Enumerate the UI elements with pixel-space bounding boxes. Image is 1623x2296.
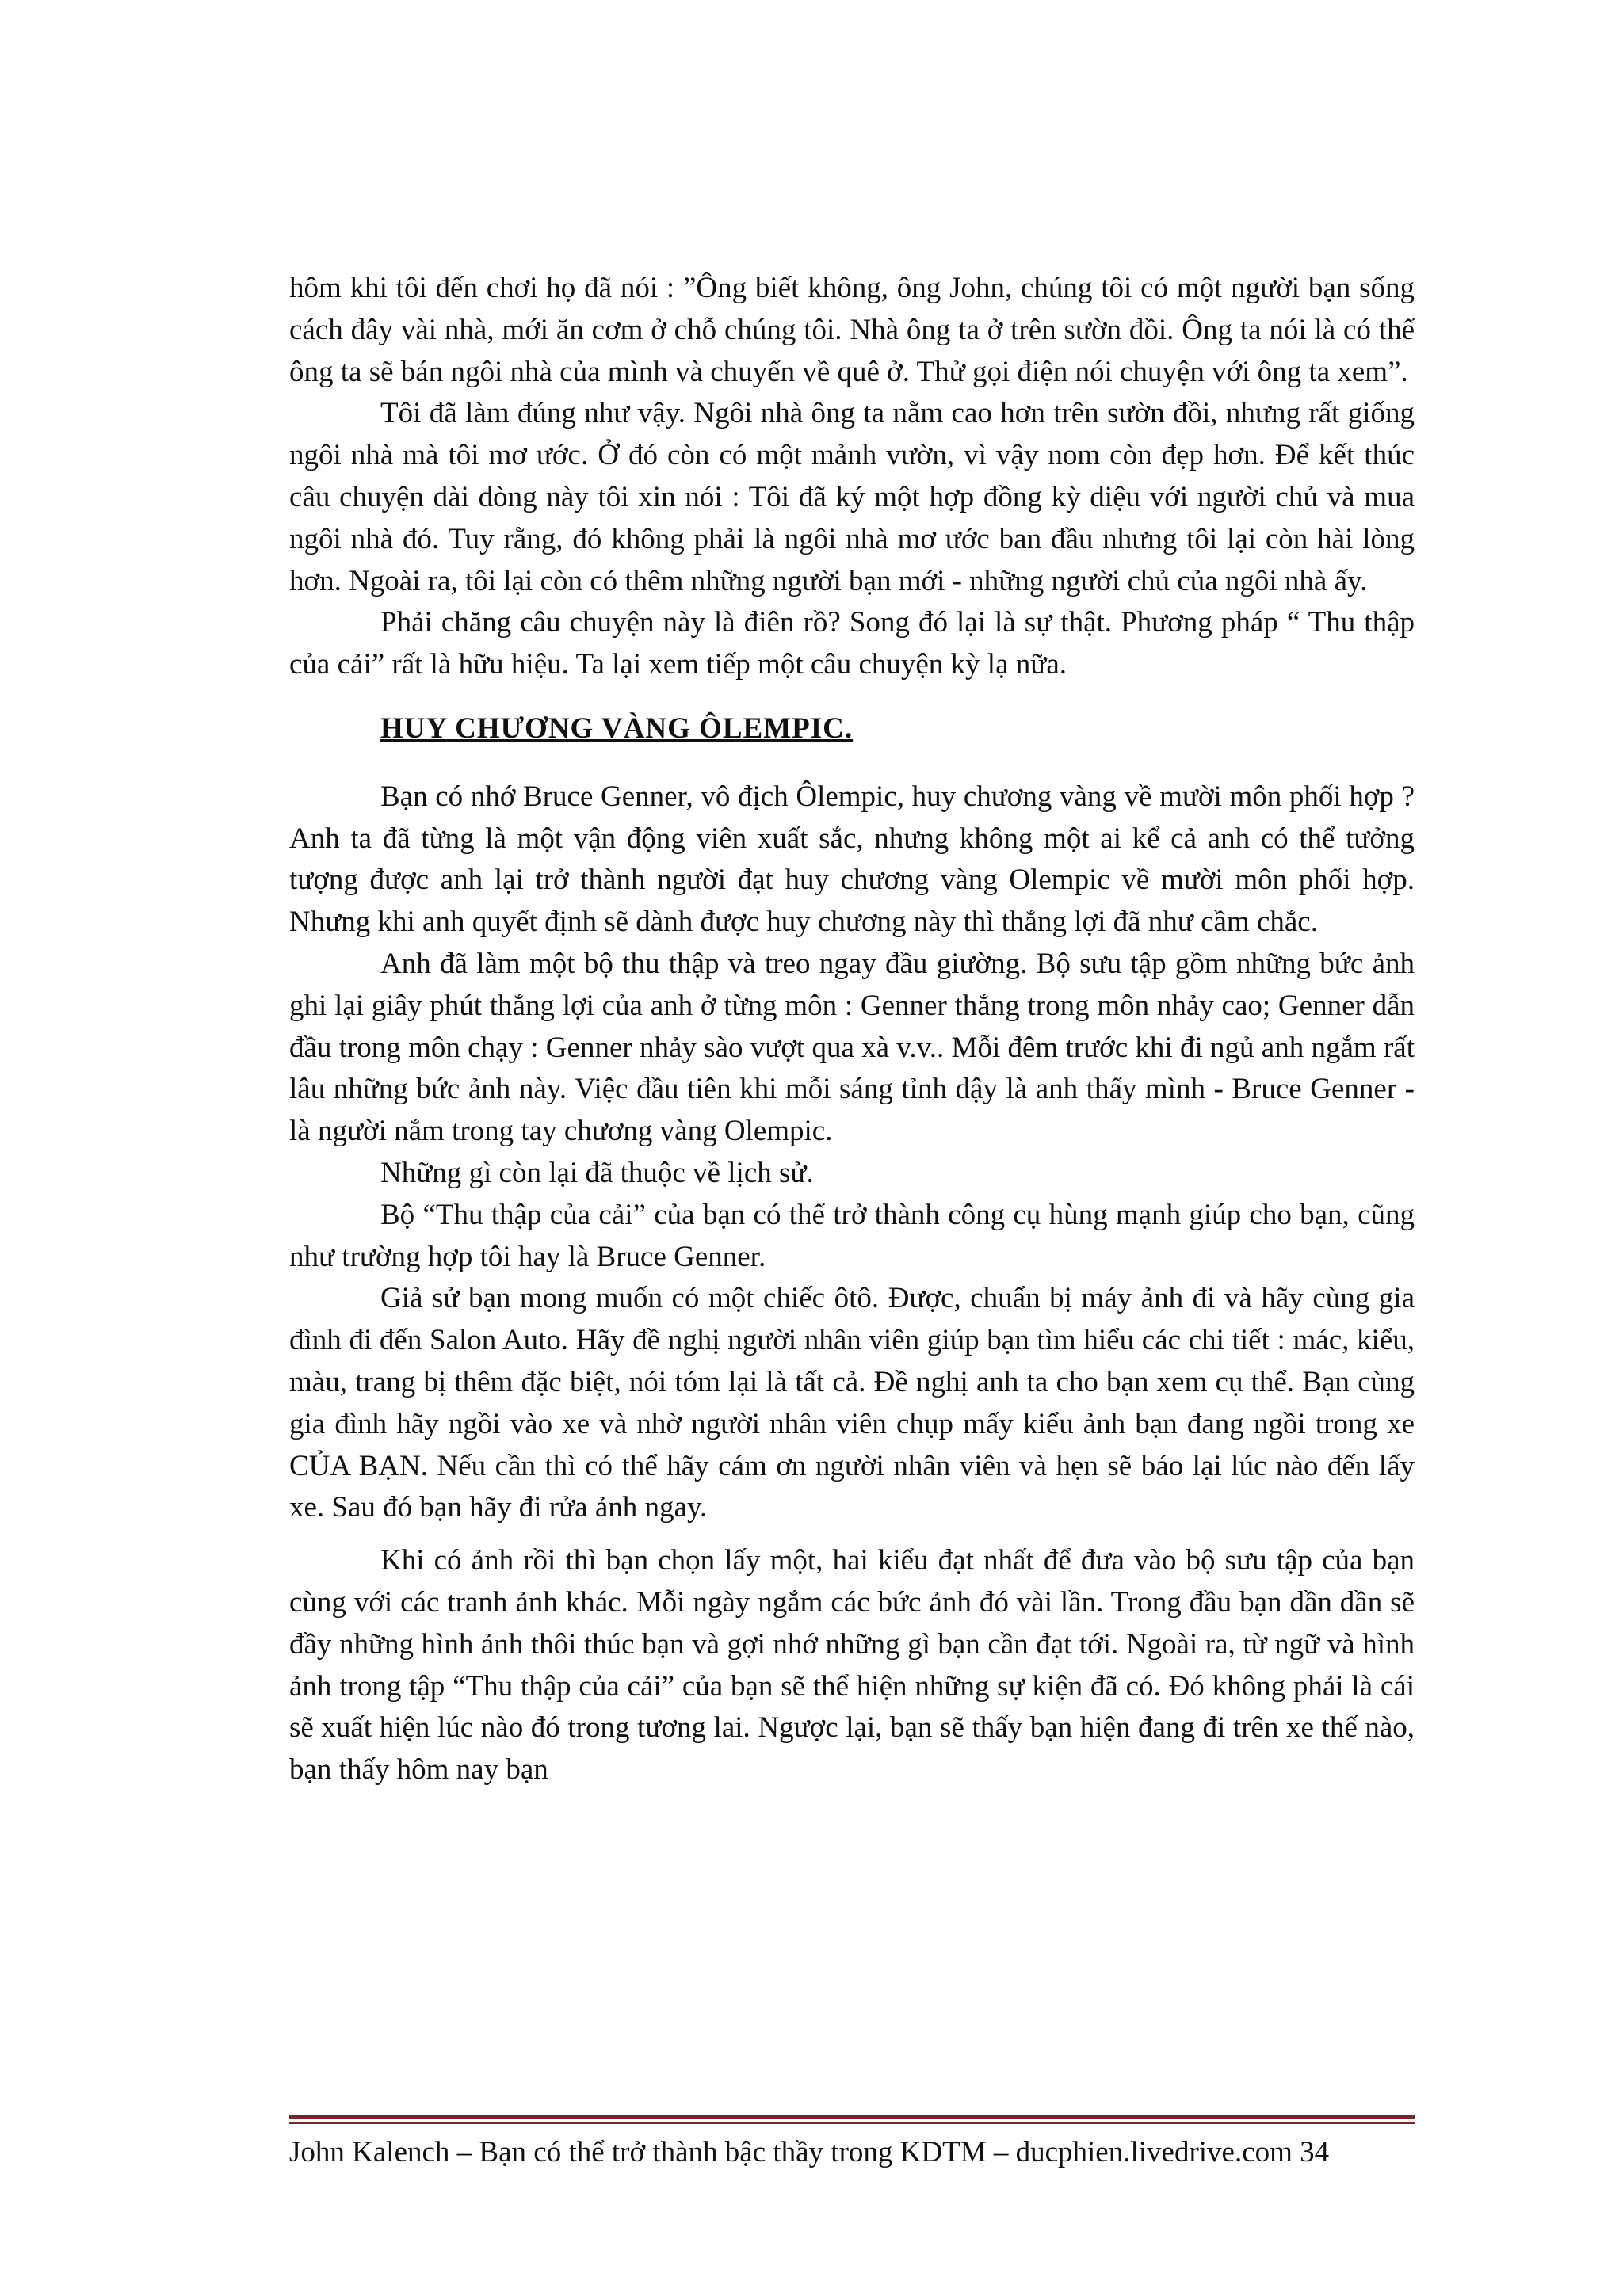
paragraph: Giả sử bạn mong muốn có một chiếc ôtô. Được, chuẩn bị máy ảnh đi và hãy cùng gia đình đi đến Salon Auto. Hãy đề nghị người nhân viên giúp bạn tìm hiểu các chi tiết : mác, kiểu, màu, trang bị thêm đặc biệt, nói tóm lại là tất cả. Đề nghị anh ta cho bạn xem cụ thể. Bạn cùng gia đình hãy ngồi vào xe và nhờ người nhân viên chụp mấy kiểu ảnh bạn đang ngồi trong xe CỦA BẠN. Nếu cần thì có thể hãy cám ơn người nhân viên và hẹn sẽ báo lại lúc nào đến lấy xe. Sau đó bạn hãy đi rửa ảnh ngay. (289, 1282, 1415, 1524)
paragraph-continued: hôm khi tôi đến chơi họ đã nói : ”Ông biết không, ông John, chúng tôi có một người bạn sống cách đây vài nhà, mới ăn cơm ở chỗ chúng tôi. Nhà ông ta ở trên sườn đồi. Ông ta nói là có thể ông ta sẽ bán ngôi nhà của mình và chuyển về quê ở. Thử gọi điện nói chuyện với ông ta xem”. (289, 272, 1415, 388)
paragraph: Những gì còn lại đã thuộc về lịch sử. (380, 1156, 814, 1189)
page-body (289, 268, 1415, 1791)
page-footer: John Kalench – Bạn có thể trở thành bậc thầy trong KDTM – ducphien.livedrive.com 34 (289, 2136, 1330, 2168)
paragraph: Bộ “Thu thập của cải” của bạn có thể trở thành công cụ hùng mạnh giúp cho bạn, cũng như trường hợp tôi hay là Bruce Genner. (289, 1198, 1415, 1273)
paragraph: Bạn có nhớ Bruce Genner, vô địch Ôlempic, huy chương vàng về mười môn phối hợp ? Anh ta đã từng là một vận động viên xuất sắc, nhưng không một ai kể cả anh có thể tưởng tượng được anh lại trở thành người đạt huy chương vàng Olempic về mười môn phối hợp. Nhưng khi anh quyết định sẽ dành được huy chương này thì thắng lợi đã như cầm chắc. (289, 780, 1415, 939)
footer-rule-thin (289, 2122, 1415, 2124)
paragraph: Phải chăng câu chuyện này là điên rồ? Song đó lại là sự thật. Phương pháp “ Thu thập của cải” rất là hữu hiệu. Ta lại xem tiếp một câu chuyện kỳ lạ nữa. (289, 606, 1415, 681)
paragraph: Anh đã làm một bộ thu thập và treo ngay đầu giường. Bộ sưu tập gồm những bức ảnh ghi lại giây phút thắng lợi của anh ở từng môn : Genner thắng trong môn nhảy cao; Genner dẫn đầu trong môn chạy : Genner nhảy sào vượt qua xà v.v.. Mỗi đêm trước khi đi ngủ anh ngắm rất lâu những bức ảnh này. Việc đầu tiên khi mỗi sáng tỉnh dậy là anh thấy mình - Bruce Genner - là người nắm trong tay chương vàng Olempic. (289, 947, 1415, 1148)
footer-rule (289, 2115, 1415, 2119)
section-heading: HUY CHƯƠNG VÀNG ÔLEMPIC. (380, 711, 854, 745)
paragraph: Khi có ảnh rồi thì bạn chọn lấy một, hai kiểu đạt nhất để đưa vào bộ sưu tập của bạn cùng với các tranh ảnh khác. Mỗi ngày ngắm các bức ảnh đó vài lần. Trong đầu bạn dần dần sẽ đầy những hình ảnh thôi thúc bạn và gợi nhớ những gì bạn cần đạt tới. Ngoài ra, từ ngữ và hình ảnh trong tập “Thu thập của cải” của bạn sẽ thể hiện những sự kiện đã có. Đó không phải là cái sẽ xuất hiện lúc nào đó trong tương lai. Ngược lại, bạn sẽ thấy bạn hiện đang đi trên xe thế nào, bạn thấy hôm nay bạn (289, 1544, 1415, 1787)
paragraph: Tôi đã làm đúng như vậy. Ngôi nhà ông ta nằm cao hơn trên sườn đồi, nhưng rất giống ngôi nhà mà tôi mơ ước. Ở đó còn có một mảnh vườn, vì vậy nom còn đẹp hơn. Để kết thúc câu chuyện dài dòng này tôi xin nói : Tôi đã ký một hợp đồng kỳ diệu với người chủ và mua ngôi nhà đó. Tuy rằng, đó không phải là ngôi nhà mơ ước ban đầu nhưng tôi lại còn hài lòng hơn. Ngoài ra, tôi lại còn có thêm những người bạn mới - những người chủ của ngôi nhà ấy. (289, 397, 1415, 597)
